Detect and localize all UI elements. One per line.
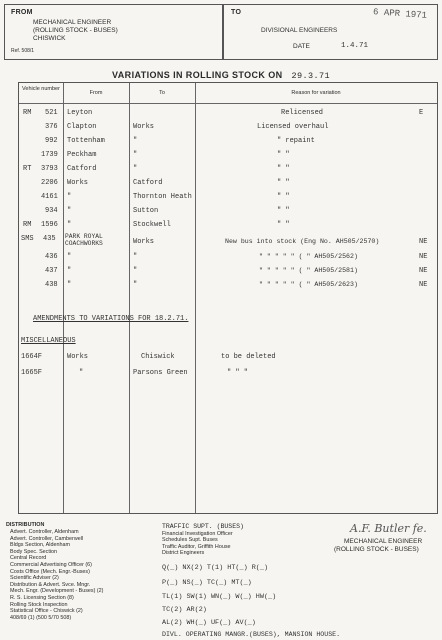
distribution-line: Central Record [10, 555, 47, 562]
col-header-to: To [159, 90, 165, 96]
codes-line-2: P(_) NS(_) TC(_) MT(_) [162, 579, 252, 587]
vehicle-number: 934 [45, 207, 58, 215]
reason-cell: " " [277, 151, 290, 159]
from-cell: " [67, 193, 72, 201]
reason-cell: New bus into stock (Eng No. AH505/2570) [225, 238, 380, 245]
to-cell: Catford [133, 179, 163, 187]
from-cell: Peckham [67, 151, 97, 159]
code-cell: NE [419, 238, 428, 246]
from-cell: Clapton [67, 123, 97, 131]
reason-cell: " " " " " ( " AH505/2562) [259, 253, 358, 260]
title-date: 29.3.71 [291, 71, 330, 81]
vehicle-number: 435 [43, 235, 56, 243]
from-label: FROM [11, 9, 33, 16]
received-stamp: 6 APR 1971 [372, 7, 428, 21]
distribution-line: Traffic Auditor, Griffith House [162, 543, 231, 550]
table-row [19, 107, 437, 120]
table-row [19, 135, 437, 148]
distribution-label: DISTRIBUTION [6, 522, 45, 528]
vehicle-number: 436 [45, 253, 58, 261]
reason-cell: " " [277, 221, 290, 229]
distribution-line: Distribution & Advert. Svce. Mngr. [10, 581, 91, 588]
table-row [19, 177, 437, 190]
vehicle-prefix: SMS [21, 235, 34, 243]
distribution-line: Advert. Controller, Aldenham [10, 529, 79, 535]
distribution-line: Scientific Adviser (2) [10, 575, 59, 582]
from-cell: " [67, 253, 72, 261]
codes-line-4: TC(2) AR(2) [162, 606, 207, 614]
from-cell: " [67, 267, 72, 275]
table-row [19, 367, 437, 380]
code-cell: E [419, 109, 424, 117]
date-label: DATE [293, 43, 310, 50]
vehicle-number: 376 [45, 123, 58, 131]
codes-line-1: Q(_) NX(2) T(1) HT(_) R(_) [162, 564, 269, 572]
from-cell: " [67, 207, 72, 215]
table-row [19, 251, 437, 264]
from-cell: Tottenham [67, 137, 105, 145]
table-row [19, 351, 437, 364]
to-value: DIVISIONAL ENGINEERS [261, 27, 338, 34]
to-cell: Stockwell [133, 221, 171, 229]
to-box [222, 4, 438, 60]
vehicle-number: 3793 [41, 165, 58, 173]
reason-cell: " " [277, 193, 290, 201]
distribution-line: Rolling Stock Inspection [10, 601, 68, 608]
from-cell: " [79, 369, 84, 377]
table-row [19, 279, 437, 292]
codes-line-3: TL(1) SW(1) WN(_) W(_) HW(_) [162, 593, 277, 601]
distribution-line: Mech. Engr. (Development - Buses) (2) [10, 588, 104, 595]
signature: A.F. Butler fe. [350, 522, 427, 535]
reason-cell: " " " " " ( " AH505/2581) [259, 267, 358, 274]
from-line-1: MECHANICAL ENGINEER [33, 19, 112, 26]
from-cell: Works [67, 179, 89, 187]
to-cell: " [133, 253, 138, 261]
from-cell: " [67, 281, 72, 289]
date-value: 1.4.71 [341, 42, 369, 50]
distribution-line: Commercial Advertising Officer (6) [10, 561, 92, 568]
vehicle-number: 4161 [41, 193, 58, 201]
distribution-line: Schedules Supt. Buses [162, 537, 218, 544]
distribution-line: Costs Office (Mech. Engr.-Buses) [10, 568, 90, 575]
to-cell: Sutton [133, 207, 159, 215]
table-row [19, 233, 437, 249]
from-cell: " [67, 221, 72, 229]
to-cell: Thornton Heath [133, 193, 192, 201]
amendments-heading: AMENDMENTS TO VARIATIONS FOR 18.2.71. [33, 315, 189, 323]
reason-cell: Licensed overhaul [257, 123, 329, 131]
distribution-line: Financial Investigation Officer [162, 530, 233, 537]
sign-line-1: MECHANICAL ENGINEER [344, 538, 423, 545]
to-label: TO [231, 9, 242, 16]
header-divider [19, 103, 437, 104]
from-cell: Leyton [67, 109, 93, 117]
reason-cell: " " " [227, 369, 249, 377]
vehicle-number: 521 [45, 109, 58, 117]
from-line-2: (ROLLING STOCK - BUSES) [33, 27, 118, 34]
col-header-vehicle: Vehicle number [22, 86, 60, 92]
sign-line-2: (ROLLING STOCK - BUSES) [334, 546, 419, 553]
reason-cell: " repaint [277, 137, 315, 145]
col-header-reason: Reason for variation [291, 90, 341, 96]
reason-cell: to be deleted [221, 353, 276, 361]
vehicle-number: 1596 [41, 221, 58, 229]
traffic-supt: TRAFFIC SUPT. (BUSES) [162, 523, 244, 530]
table-row [19, 265, 437, 278]
to-cell: " [133, 165, 138, 173]
variations-table [18, 82, 438, 514]
table-row [19, 163, 437, 176]
distribution-line: Statistical Office - Chiswick (2) [10, 608, 83, 615]
distribution-col2 [162, 524, 244, 557]
reason-cell: " " [277, 165, 290, 173]
misc-heading: MISCELLANEOUS [21, 337, 76, 345]
distribution-line: District Engineers [162, 550, 205, 557]
page-title [0, 70, 442, 81]
to-cell: " [133, 137, 138, 145]
from-cell: PARK ROYAL COACHWORKS [65, 233, 103, 247]
code-cell: NE [419, 281, 428, 289]
table-row [19, 191, 437, 204]
distribution-line: 408/69 (1) (500 5/70 508) [10, 614, 72, 621]
codes-line-5: AL(2) WH(_) UF(_) AV(_) [162, 619, 256, 627]
vehicle-prefix: RT [23, 165, 32, 173]
vehicle-number: 1665F [21, 369, 43, 377]
reason-cell: " " [277, 179, 290, 187]
distribution-line: Bldgs Section, Aldenham [10, 542, 70, 549]
to-cell: Works [133, 238, 155, 246]
reason-cell: Relicensed [281, 109, 324, 117]
distribution-list [10, 529, 103, 621]
to-cell: Works [133, 123, 155, 131]
from-cell: Catford [67, 165, 97, 173]
to-cell: " [133, 267, 138, 275]
to-cell: Chiswick [141, 353, 175, 361]
distribution-line: Advert. Controller, Camberwell [10, 535, 84, 542]
to-cell: " [133, 151, 138, 159]
vehicle-prefix: RM [23, 109, 32, 117]
table-row [19, 219, 437, 232]
vehicle-number: 2206 [41, 179, 58, 187]
to-cell: " [133, 281, 138, 289]
table-row [19, 205, 437, 218]
code-cell: NE [419, 267, 428, 275]
vehicle-prefix: RM [23, 221, 32, 229]
table-row [19, 149, 437, 162]
col-header-from: From [89, 90, 103, 96]
vehicle-number: 992 [45, 137, 58, 145]
from-box [4, 4, 224, 60]
reason-cell: " " " " " ( " AH505/2623) [259, 281, 358, 288]
distribution-line: R. S. Licensing Section (8) [10, 594, 74, 601]
vehicle-number: 1664F [21, 353, 43, 361]
code-cell: NE [419, 253, 428, 261]
from-cell: Works [67, 353, 89, 361]
vehicle-number: 438 [45, 281, 58, 289]
distribution-line: Body Spec. Section [10, 548, 58, 555]
from-line-3: CHISWICK [33, 35, 66, 42]
title-text: VARIATIONS IN ROLLING STOCK ON [112, 70, 283, 80]
vehicle-number: 437 [45, 267, 58, 275]
ref-number: Ref. 508/1 [11, 48, 35, 54]
table-row [19, 121, 437, 134]
to-cell: Parsons Green [133, 369, 188, 377]
bottom-line: DIVL. OPERATING MANGR.(BUSES), MANSION HOUSE. [162, 631, 341, 638]
vehicle-number: 1739 [41, 151, 58, 159]
reason-cell: " " [277, 207, 290, 215]
